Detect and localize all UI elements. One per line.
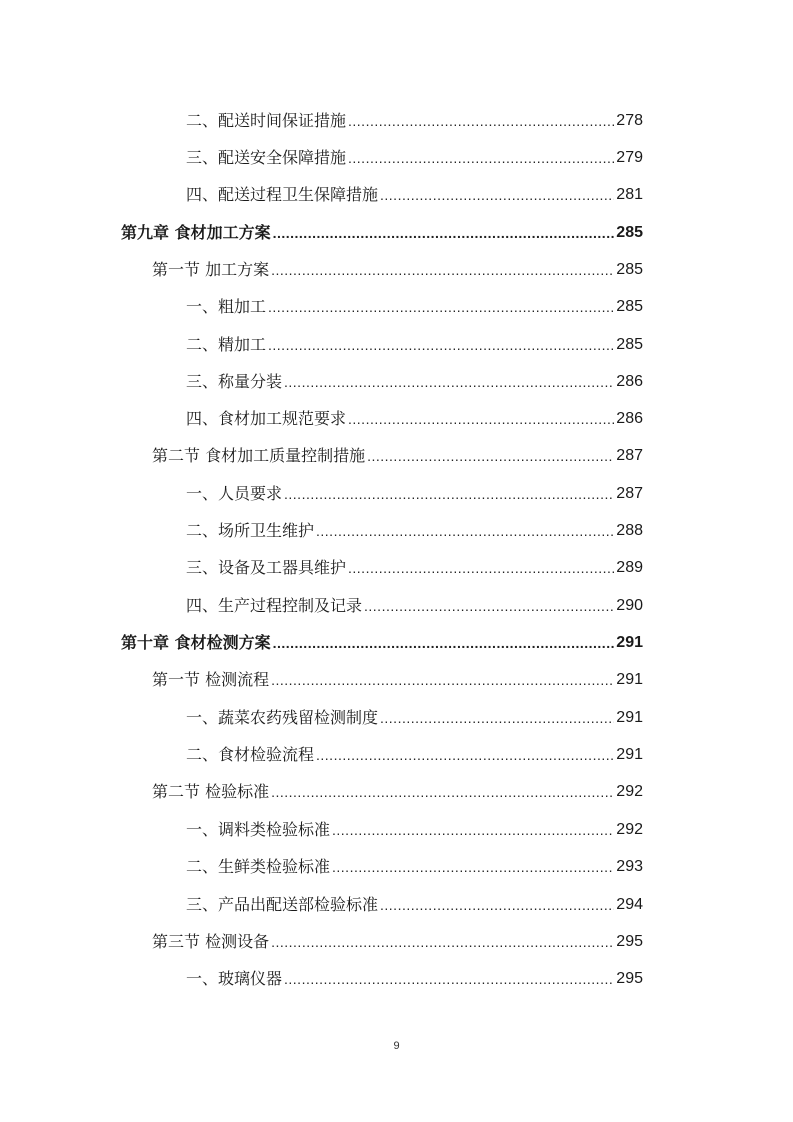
toc-entry-page: 287 bbox=[616, 447, 643, 464]
toc-entry[interactable] bbox=[186, 891, 643, 915]
toc-entry[interactable] bbox=[186, 965, 643, 989]
dot-leader bbox=[273, 633, 615, 653]
dot-leader bbox=[332, 820, 614, 840]
toc-entry[interactable] bbox=[186, 592, 643, 616]
dot-leader bbox=[271, 932, 614, 952]
toc-entry-page: 291 bbox=[616, 709, 643, 726]
toc-entry-page: 292 bbox=[616, 821, 643, 838]
toc-entry-title: 一、粗加工 bbox=[186, 297, 267, 316]
dot-leader bbox=[271, 260, 614, 280]
toc-entry[interactable] bbox=[186, 816, 643, 840]
toc-entry-page: 295 bbox=[616, 970, 643, 987]
toc-entry-title: 第二节 检验标准 bbox=[152, 782, 270, 801]
page-number: 9 bbox=[393, 1040, 400, 1052]
dot-leader bbox=[348, 148, 614, 168]
toc-entry-title: 第一节 检测流程 bbox=[152, 670, 270, 689]
dot-leader bbox=[284, 969, 614, 989]
toc-entry-title: 第十章 食材检测方案 bbox=[121, 633, 271, 652]
toc-entry-title: 二、场所卫生维护 bbox=[186, 521, 315, 540]
dot-leader bbox=[348, 409, 614, 429]
toc-entry-title: 一、玻璃仪器 bbox=[186, 969, 283, 988]
toc-entry-page: 291 bbox=[616, 671, 643, 688]
toc-entry-title: 二、精加工 bbox=[186, 335, 267, 354]
toc-entry[interactable] bbox=[186, 144, 643, 168]
toc-entry-page: 290 bbox=[616, 597, 643, 614]
dot-leader bbox=[380, 895, 614, 915]
dot-leader bbox=[316, 521, 614, 541]
toc-entry[interactable] bbox=[186, 853, 643, 877]
toc-entry-page: 291 bbox=[616, 634, 643, 651]
toc-entry-title: 第九章 食材加工方案 bbox=[121, 223, 271, 242]
toc-entry-page: 291 bbox=[616, 746, 643, 763]
dot-leader bbox=[273, 223, 615, 243]
toc-section-entry[interactable] bbox=[152, 442, 643, 466]
toc-entry-title: 三、产品出配送部检验标准 bbox=[186, 895, 379, 914]
toc-section-entry[interactable] bbox=[152, 666, 643, 690]
toc-entry-page: 289 bbox=[616, 559, 643, 576]
toc-entry-page: 281 bbox=[616, 186, 643, 203]
dot-leader bbox=[268, 297, 614, 317]
dot-leader bbox=[364, 596, 614, 616]
dot-leader bbox=[271, 670, 614, 690]
dot-leader bbox=[284, 372, 614, 392]
toc-entry-title: 第三节 检测设备 bbox=[152, 932, 270, 951]
toc-entry-page: 292 bbox=[616, 783, 643, 800]
dot-leader bbox=[268, 335, 614, 355]
toc-entry-title: 二、配送时间保证措施 bbox=[186, 111, 347, 130]
toc-section-entry[interactable] bbox=[152, 928, 643, 952]
toc-entry-page: 278 bbox=[616, 112, 643, 129]
dot-leader bbox=[316, 745, 614, 765]
dot-leader bbox=[380, 708, 614, 728]
toc-entry-title: 第二节 食材加工质量控制措施 bbox=[152, 446, 366, 465]
toc-entry-page: 294 bbox=[616, 896, 643, 913]
toc-entry-page: 285 bbox=[616, 336, 643, 353]
toc-entry[interactable] bbox=[186, 331, 643, 355]
dot-leader bbox=[284, 484, 614, 504]
toc-entry-title: 四、配送过程卫生保障措施 bbox=[186, 185, 379, 204]
toc-entry-page: 279 bbox=[616, 149, 643, 166]
toc-entry[interactable] bbox=[186, 741, 643, 765]
toc-entry-title: 第一节 加工方案 bbox=[152, 260, 270, 279]
toc-entry-page: 287 bbox=[616, 485, 643, 502]
toc-entry-title: 一、调料类检验标准 bbox=[186, 820, 331, 839]
toc-entry[interactable] bbox=[186, 517, 643, 541]
toc-entry-title: 二、生鲜类检验标准 bbox=[186, 857, 331, 876]
toc-entry[interactable] bbox=[186, 554, 643, 578]
dot-leader bbox=[380, 185, 614, 205]
toc-entry-page: 293 bbox=[616, 858, 643, 875]
toc-entry[interactable] bbox=[186, 480, 643, 504]
toc-entry[interactable] bbox=[186, 181, 643, 205]
toc-entry-page: 285 bbox=[616, 224, 643, 241]
toc-entry-page: 286 bbox=[616, 373, 643, 390]
toc-entry[interactable] bbox=[186, 293, 643, 317]
toc-entry-page: 285 bbox=[616, 261, 643, 278]
toc-entry[interactable] bbox=[186, 368, 643, 392]
toc-entry-title: 四、生产过程控制及记录 bbox=[186, 596, 363, 615]
toc-entry-title: 二、食材检验流程 bbox=[186, 745, 315, 764]
toc-entry-title: 一、人员要求 bbox=[186, 484, 283, 503]
dot-leader bbox=[332, 857, 614, 877]
toc-entry-page: 295 bbox=[616, 933, 643, 950]
toc-entry-page: 286 bbox=[616, 410, 643, 427]
toc-entry-title: 三、配送安全保障措施 bbox=[186, 148, 347, 167]
toc-chapter-entry[interactable] bbox=[121, 219, 643, 243]
toc-section-entry[interactable] bbox=[152, 778, 643, 802]
dot-leader bbox=[271, 782, 614, 802]
toc-entry-page: 285 bbox=[616, 298, 643, 315]
toc-chapter-entry[interactable] bbox=[121, 629, 643, 653]
toc-entry-title: 三、设备及工器具维护 bbox=[186, 558, 347, 577]
toc-section-entry[interactable] bbox=[152, 256, 643, 280]
toc-entry[interactable] bbox=[186, 107, 643, 131]
toc-entry-title: 三、称量分装 bbox=[186, 372, 283, 391]
toc-entry-title: 一、蔬菜农药残留检测制度 bbox=[186, 708, 379, 727]
dot-leader bbox=[348, 111, 614, 131]
dot-leader bbox=[367, 446, 614, 466]
dot-leader bbox=[348, 558, 614, 578]
toc-entry[interactable] bbox=[186, 704, 643, 728]
toc-entry-page: 288 bbox=[616, 522, 643, 539]
toc-entry-title: 四、食材加工规范要求 bbox=[186, 409, 347, 428]
toc-entry[interactable] bbox=[186, 405, 643, 429]
